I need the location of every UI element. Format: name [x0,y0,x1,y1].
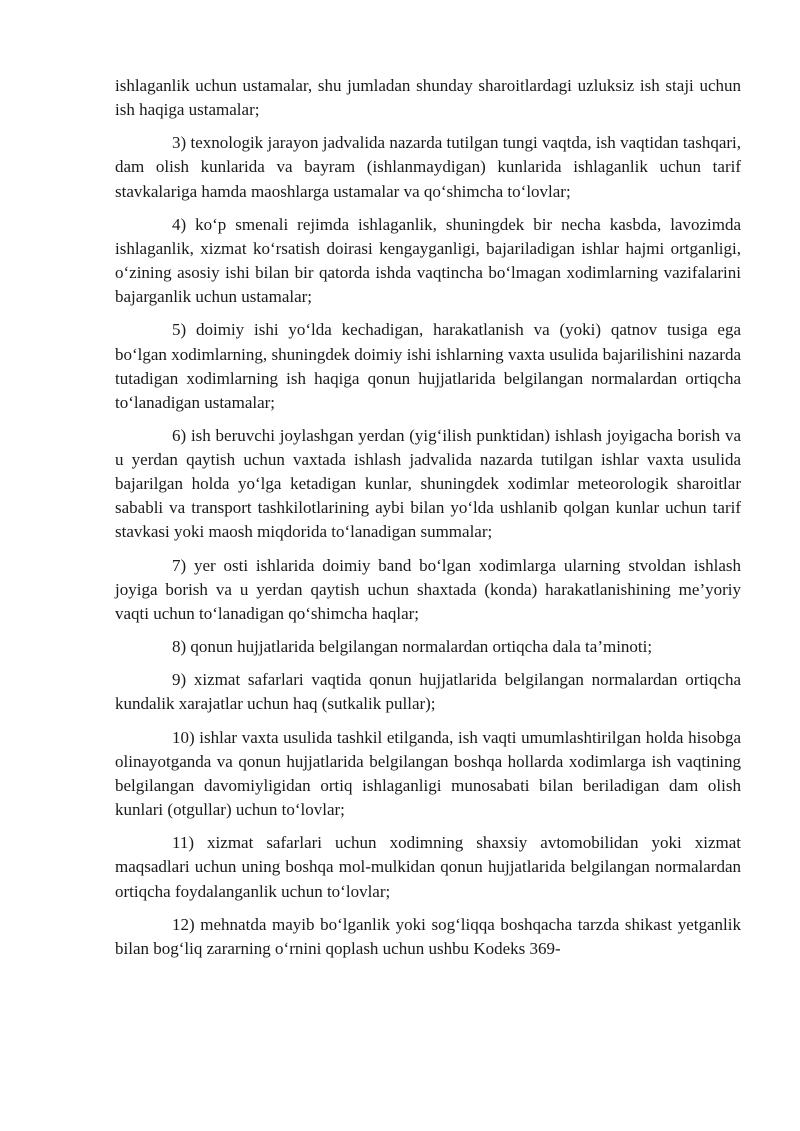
list-item-7: 7) yer osti ishlarida doimiy band bo‘lgan xodimlarga ularning stvoldan ishlash joyiga borish va u yerdan qaytish uchun shaxtada (konda) harakatlanishining me’yoriy vaqti uchun to‘lanadigan qo‘shimcha haqlar; [115,555,741,623]
list-item-9: 9) xizmat safarlari vaqtida qonun hujjatlarida belgilangan normalardan ortiqcha kundalik xarajatlar uchun haq (sutkalik pullar); [115,670,741,714]
paragraph-continuation: ishlaganlik uchun ustamalar, shu jumladan shunday sharoitlardagi uzluksiz ish staji uchun ish haqiga ustamalar; [115,76,741,120]
list-item-3: 3) texnologik jarayon jadvalida nazarda tutilgan tungi vaqtda, ish vaqtidan tashqari, dam olish kunlarida va bayram (ishlanmaydigan) kunlarida ishlaganlik uchun tarif stavkalariga hamda maoshlarga ustamalar va qo‘shimcha to‘lovlar; [115,133,741,201]
list-item-11: 11) xizmat safarlari uchun xodimning shaxsiy avtomobilidan yoki xizmat maqsadlari uchun uning boshqa mol-mulkidan qonun hujjatlarida belgilangan normalardan ortiqcha foydalanganlik uchun to‘lovlar; [115,833,741,901]
list-item-5: 5) doimiy ishi yo‘lda kechadigan, harakatlanish va (yoki) qatnov tusiga ega bo‘lgan xodimlarning, shuningdek doimiy ishi ishlarning vaxta usulida bajarilishini nazarda tutadigan xodimlarning ish haqiga qonun hujjatlarida belgilangan normalardan ortiqcha to‘lanadigan ustamalar; [115,320,741,412]
list-item-10: 10) ishlar vaxta usulida tashkil etilganda, ish vaqti umumlashtirilgan holda hisobga olinayotganda va qonun hujjatlarida belgilangan boshqa hollarda xodimlarga ish vaqtining belgilangan davomiyligidan ortiq ishlaganligi munosabati bilan beriladigan dam olish kunlari (otgullar) uchun to‘lovlar; [115,727,741,820]
list-item-6: 6) ish beruvchi joylashgan yerdan (yig‘ilish punktidan) ishlash joyigacha borish va u yerdan qaytish uchun vaxtada ishlash jadvalida nazarda tutilgan ishlar vaxta usulida bajarilgan holda yo‘lga ketadigan kunlar, shuningdek xodimlar meteorologik sharoitlar sababli va transport tashkilotlarining aybi bilan yo‘lda ushlanib qolgan kunlar uchun tarif stavkasi yoki maosh miqdorida to‘lanadigan summalar; [115,425,741,542]
list-item-4: 4) ko‘p smenali rejimda ishlaganlik, shuningdek bir necha kasbda, lavozimda ishlaganlik, xizmat ko‘rsatish doirasi kengayganligi, bajariladigan ishlar hajmi ortganligi, o‘zining asosiy ishi bilan bir qatorda ishda vaqtincha bo‘lmagan xodimlarning vazifalarini bajarganlik uchun ustamalar; [115,214,741,307]
list-item-12: 12) mehnatda mayib bo‘lganlik yoki sog‘liqqa boshqacha tarzda shikast yetganlik bilan bog‘liq zararning o‘rnini qoplash uchun ushbu Kodeks 369- [115,914,741,958]
document-page [115,74,741,970]
list-item-8: 8) qonun hujjatlarida belgilangan normalardan ortiqcha dala ta’minoti; [172,637,653,657]
